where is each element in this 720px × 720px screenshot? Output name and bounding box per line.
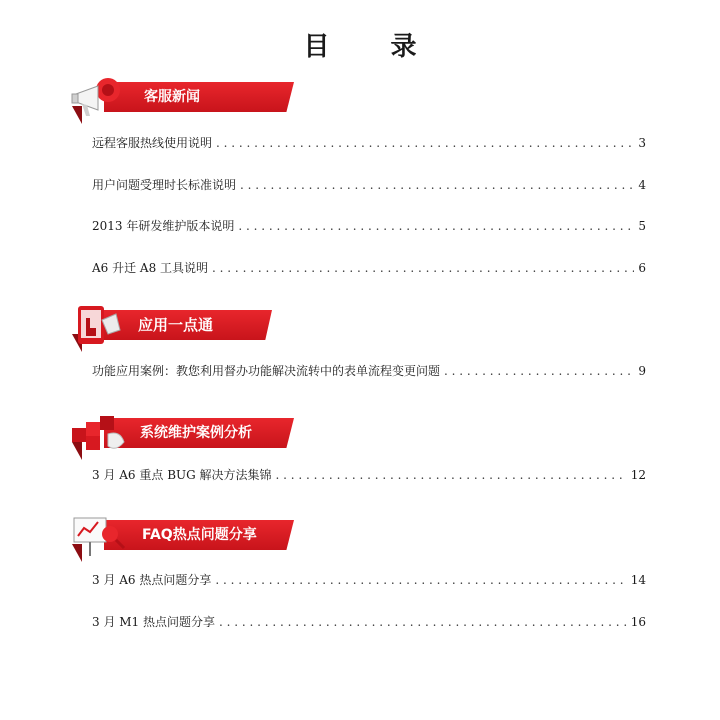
toc-entry[interactable] xyxy=(92,259,646,277)
toc-entry[interactable] xyxy=(92,362,646,380)
toc-entry-title: 3 月 M1 热点问题分享 xyxy=(92,615,216,629)
section-banner-customer-news xyxy=(68,76,298,122)
toc-entry-title: 2013 年研发维护版本说明 xyxy=(92,219,235,233)
toc-entry[interactable] xyxy=(92,217,646,235)
section-label: 应用一点通 xyxy=(138,316,214,334)
toc-page-number: 3 xyxy=(638,136,646,150)
toc-entry-title: 远程客服热线使用说明 xyxy=(92,136,213,150)
toc-entry-title: 3 月 A6 重点 BUG 解决方法集锦 xyxy=(92,468,272,482)
toc-entry[interactable] xyxy=(92,613,646,631)
cubes-icon xyxy=(68,412,128,458)
toc-entry-title: 用户问题受理时长标准说明 xyxy=(92,178,237,192)
presentation-board-icon xyxy=(68,514,128,560)
toc-leader-dots xyxy=(238,217,634,235)
toc-entry-title: 功能应用案例：教您利用督办功能解决流转中的表单流程变更问题 xyxy=(92,364,441,378)
section-banner-faq xyxy=(68,514,298,560)
toc-leader-dots xyxy=(444,362,634,380)
toc-entry[interactable] xyxy=(92,176,646,194)
toc-page-number: 6 xyxy=(638,261,646,275)
megaphone-icon xyxy=(68,76,128,122)
toc-entry[interactable] xyxy=(92,134,646,152)
toc-entry-title: A6 升迁 A8 工具说明 xyxy=(92,261,209,275)
section-label: 客服新闻 xyxy=(144,89,200,105)
toc-page-number: 4 xyxy=(638,178,646,192)
toc-leader-dots xyxy=(215,571,626,589)
section-banner-maintenance-cases xyxy=(68,412,298,458)
toc-leader-dots xyxy=(212,259,634,277)
toc-entry[interactable] xyxy=(92,571,646,589)
toc-entry-title: 3 月 A6 热点问题分享 xyxy=(92,573,212,587)
toc-page-number: 9 xyxy=(638,364,646,378)
toc-leader-dots xyxy=(240,176,634,194)
toc-page-number: 5 xyxy=(638,219,646,233)
section-label: FAQ热点问题分享 xyxy=(142,527,257,543)
toc-page-number: 14 xyxy=(630,573,646,587)
toc-leader-dots xyxy=(216,134,634,152)
toc-entry[interactable] xyxy=(92,466,646,484)
page-title: 目 录 xyxy=(303,32,443,62)
section-label: 系统维护案例分析 xyxy=(140,425,252,441)
toc-leader-dots xyxy=(219,613,627,631)
toc-page-number: 16 xyxy=(630,615,646,629)
toc-leader-dots xyxy=(276,466,627,484)
toc-page-number: 12 xyxy=(630,468,646,482)
section-banner-app-tips xyxy=(68,304,278,350)
tablet-hand-icon xyxy=(68,304,128,350)
